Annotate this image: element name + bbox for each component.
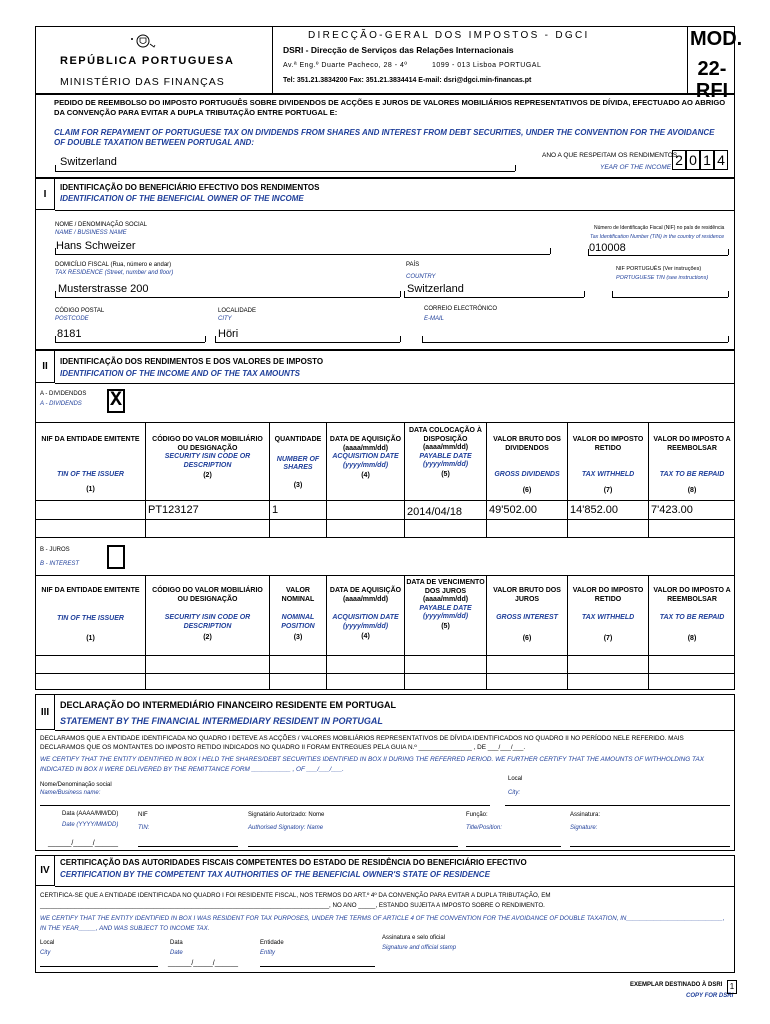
b-col-5-header: DATA DE VENCIMENTO DOS JUROS (aaaa/mm/dd) PAYABLE DATE (yyyy/mm/dd) (5) [406, 579, 485, 630]
s3-date-label-en: Date (YYYY/MM/DD) [62, 822, 119, 828]
b-col-7-header: VALOR DO IMPOSTO RETIDO TAX WITHHELD (7) [572, 587, 644, 642]
interest-checkbox[interactable] [107, 545, 125, 569]
beneficiary-name-field[interactable]: Hans Schweizer [56, 240, 136, 252]
s4-entity-label-pt: Entidade [260, 940, 284, 946]
republic-title: REPÚBLICA PORTUGUESA [60, 55, 235, 67]
country-field[interactable]: Switzerland [407, 283, 464, 295]
year-label-pt: ANO A QUE RESPEITAM OS RENDIMENTOS [542, 152, 678, 159]
a-col-2-header: CÓDIGO DO VALOR MOBILIÁRIO OU DESIGNAÇÃO SECURITY ISIN CODE OR DESCRIPTION (2) [152, 436, 263, 479]
s3-local-label-en: City: [508, 790, 520, 796]
b-col-2-header: CÓDIGO DO VALOR MOBILIÁRIO OU DESIGNAÇÃO SECURITY ISIN CODE OR DESCRIPTION (2) [152, 587, 263, 641]
form-model-number: MOD. 22-RFI [690, 28, 743, 102]
s4-date-label-en: Date [170, 950, 183, 956]
year-label-en: YEAR OF THE INCOME [600, 164, 672, 171]
s4-entity-label-en: Entity [260, 950, 276, 956]
section-1-title-pt: IDENTIFICAÇÃO DO BENEFICIÁRIO EFECTIVO DOS RENDIMENTOS [60, 183, 320, 192]
portuguese-tin-label-pt: NIF PORTUGUÊS (Ver instruções) [616, 266, 702, 272]
s3-function-label-pt: Função: [466, 812, 488, 818]
s3-signature-label-en: Signature: [570, 825, 598, 831]
interest-label-en: B - INTEREST [40, 561, 80, 567]
coat-of-arms-icon [127, 30, 159, 52]
interest-label-pt: B - JUROS [40, 547, 70, 553]
s3-name-label-en: Name/Business name: [40, 790, 101, 796]
postcode-label-en: POSTCODE [55, 316, 89, 322]
copy-number: 1 [727, 980, 737, 994]
a-row-1-repay[interactable]: 7'423.00 [651, 504, 693, 516]
s3-tin-label-en: TIN: [138, 825, 150, 831]
dividends-label-pt: A - DIVIDENDOS [40, 391, 87, 397]
dividends-check-mark: X [109, 389, 122, 412]
s3-local-label-pt: Local [508, 776, 523, 782]
s3-function-label-en: Title/Position: [466, 825, 502, 831]
section-4-title-pt: CERTIFICAÇÃO DAS AUTORIDADES FISCAIS COMPETENTES DO ESTADO DE RESIDÊNCIA DO BENEFICIÁRIO EFECTIVO [60, 858, 527, 867]
a-row-1-quantity[interactable]: 1 [272, 504, 279, 516]
postal-line: 1099 - 013 Lisboa PORTUGAL [432, 62, 542, 69]
name-label-pt: NOME / DENOMINAÇÃO SOCIAL [55, 222, 148, 228]
section-4-number: IV [35, 855, 55, 886]
address-line: Av.ª Eng.º Duarte Pacheco, 28 - 4º [283, 62, 408, 69]
s4-sign-label-en: Signature and official stamp [382, 945, 457, 951]
s4-date-field[interactable]: ______/_____/______ [168, 960, 239, 967]
s4-local-label-pt: Local [40, 940, 55, 946]
s4-sign-label-pt: Assinatura e selo oficial [382, 935, 446, 941]
section-2-title-pt: IDENTIFICAÇÃO DOS RENDIMENTOS E DOS VALORES DE IMPOSTO [60, 357, 324, 366]
year-digit-4[interactable]: 4 [714, 150, 728, 170]
section-3-title-pt: DECLARAÇÃO DO INTERMEDIÁRIO FINANCEIRO RESIDENTE EM PORTUGAL [60, 700, 397, 710]
ministry-title: MINISTÉRIO DAS FINANÇAS [60, 76, 225, 88]
address-label-en: TAX RESIDENCE (Street, number and floor) [55, 270, 174, 276]
a-col-6-header: VALOR BRUTO DOS DIVIDENDOS GROSS DIVIDENDS (6) [493, 436, 561, 494]
s3-name-label-pt: Nome/Denominação social [40, 782, 112, 788]
a-col-3-header: QUANTIDADE NUMBER OF SHARES (3) [274, 436, 322, 489]
a-row-1-gross[interactable]: 49'502.00 [489, 504, 537, 516]
address-label-pt: DOMICÍLIO FISCAL (Rua, número e andar) [55, 262, 172, 268]
city-field[interactable]: Höri [218, 328, 239, 340]
s3-date-field[interactable]: ______/_____/______ [48, 840, 119, 847]
tax-residence-address-field[interactable]: Musterstrasse 200 [58, 283, 149, 295]
section-4-statement-en: WE CERTIFY THAT THE ENTITY IDENTIFIED IN BOX I WAS RESIDENT FOR TAX PURPOSES, UNDER THE TERMS OF ARTICLE 4 OF THE CONVENTION FOR THE AVOIDANCE OF DOUBLE TAXATION, IN____________________________, IN THE YEAR_____, AND WAS SUBJECT TO INCOME TAX. [40, 915, 725, 932]
country-label-en: COUNTRY [406, 274, 436, 280]
intro-text-pt: PEDIDO DE REEMBOLSO DO IMPOSTO PORTUGUÊS SOBRE DIVIDENDOS DE ACÇÕES E JUROS DE VALORES MOBILIÁRIOS REPRESENTATIVOS DE DÍVIDA, EFECTUADO AO ABRIGO DA CONVENÇÃO PARA EVITAR A DUPLA TRIBUTAÇÃO ENTRE PORTUGAL E: [54, 98, 726, 117]
s3-tin-label-pt: NIF [138, 812, 148, 818]
intro-text-en: CLAIM FOR REPAYMENT OF PORTUGUESE TAX ON DIVIDENDS FROM SHARES AND INTEREST FROM DEBT SECURITIES, UNDER THE CONVENTION FOR THE AVOIDANCE OF DOUBLE TAXATION BETWEEN PORTUGAL AND: [54, 128, 715, 147]
tin-residence-label-pt: Número de Identificação Fiscal (NIF) no país de residência [594, 225, 725, 231]
section-1-number: I [35, 178, 55, 210]
section-1-title-en: IDENTIFICATION OF THE BENEFICIAL OWNER OF THE INCOME [60, 194, 304, 203]
email-label-en: E-MAIL [424, 316, 445, 322]
a-row-1-security[interactable]: PT123127 [148, 504, 199, 516]
section-3-number: III [35, 694, 55, 730]
b-col-3-header: VALOR NOMINAL NOMINAL POSITION (3) [281, 587, 315, 641]
name-label-en: NAME / BUSINESS NAME [55, 230, 127, 236]
s4-date-label-pt: Data [170, 940, 183, 946]
section-3-title-en: STATEMENT BY THE FINANCIAL INTERMEDIARY RESIDENT IN PORTUGAL [60, 716, 383, 726]
a-col-1-header: NIF DA ENTIDADE EMITENTE TIN OF THE ISSUER (1) [41, 436, 140, 493]
section-2-number: II [35, 350, 55, 383]
year-digit-3[interactable]: 1 [700, 150, 714, 170]
b-col-6-header: VALOR BRUTO DOS JUROS GROSS INTEREST (6) [493, 587, 561, 642]
s3-signatory-label-pt: Signatário Autorizado: Nome [248, 812, 325, 818]
copy-for-dsri-pt: EXEMPLAR DESTINADO À DSRI [630, 982, 723, 988]
section-3-statement-en: WE CERTIFY THAT THE ENTITY IDENTIFIED IN BOX I HELD THE SHARES/DEBT SECURITIES IDENTIFIED IN BOX II DURING THE REFERRED PERIOD. WE FURTHER CERTIFY THAT THE AMOUNTS OF WITHHOLDING TAX INDICATED IN BOX II WERE DELIVERED BY THE REMITTANCE FORM ___________ , OF ___/___/___. [40, 756, 704, 773]
s4-local-label-en: City [40, 950, 51, 956]
section-4-title-en: CERTIFICATION BY THE COMPETENT TAX AUTHORITIES OF THE BENEFICIAL OWNER'S STATE OF RESIDENCE [60, 870, 490, 879]
a-col-8-header: VALOR DO IMPOSTO A REEMBOLSAR TAX TO BE REPAID (8) [653, 436, 731, 494]
dividends-checkbox[interactable] [107, 389, 125, 413]
a-col-4-header: DATA DE AQUISIÇÃO (aaaa/mm/dd) ACQUISITION DATE (yyyy/mm/dd) (4) [329, 436, 402, 479]
year-digit-1[interactable]: 2 [672, 150, 686, 170]
postcode-field[interactable]: 8181 [57, 328, 82, 340]
s3-signature-label-pt: Assinatura: [570, 812, 601, 818]
section-4-statement-pt: CERTIFICA-SE QUE A ENTIDADE IDENTIFICADA NO QUADRO I FOI RESIDENTE FISCAL, NOS TERMOS DO ART.º 4º DA CONVENÇÃO PARA EVITAR A DUPLA TRIBUTAÇÃO, EM ____________________________________________________________________________________, NO ANO _____, ESTANDO SUJEITA A IMPOSTO SOBRE O RENDIMENTO. [40, 892, 551, 909]
b-col-1-header: NIF DA ENTIDADE EMITENTE TIN OF THE ISSUER (1) [41, 587, 140, 642]
city-label-pt: LOCALIDADE [218, 308, 257, 314]
tin-residence-label-en: Tax Identification Number (TIN) in the country of residence [590, 234, 725, 240]
section-2-title-en: IDENTIFICATION OF THE INCOME AND OF THE TAX AMOUNTS [60, 369, 300, 378]
treaty-country-field[interactable]: Switzerland [60, 156, 117, 168]
year-digit-2[interactable]: 0 [686, 150, 700, 170]
s3-date-label-pt: Data (AAAA/MM/DD) [62, 811, 119, 817]
city-label-en: CITY [218, 316, 232, 322]
section-3-statement-pt: DECLARAMOS QUE A ENTIDADE IDENTIFICADA NO QUADRO I DETEVE AS ACÇÕES / VALORES MOBILIÁRIOS REPRESENTATIVOS DE DÍVIDA IDENTIFICADOS NO QUADRO II NO PERÍODO NELE REFERIDO. MAIS DECLARAMOS QUE OS MONTANTES DO IMPOSTO RETIDO INDICADOS NO QUADRO II FORAM ENTREGUES PELA GUIA N.º _______________ , DE ___/___/___. [40, 735, 684, 751]
country-label-pt: PAÍS [406, 262, 420, 268]
dividends-label-en: A - DIVIDENDS [40, 401, 82, 407]
a-col-7-header: VALOR DO IMPOSTO RETIDO TAX WITHHELD (7) [572, 436, 644, 494]
a-row-1-payable-date[interactable]: 2014/04/18 [407, 506, 463, 518]
s3-signatory-label-en: Authorised Signatory: Name [248, 825, 324, 831]
b-col-8-header: VALOR DO IMPOSTO A REEMBOLSAR TAX TO BE REPAID (8) [653, 587, 731, 642]
a-row-1-withheld[interactable]: 14'852.00 [570, 504, 618, 516]
contacts-line: Tel: 351.21.3834200 Fax: 351.21.3834414 E-mail: dsri@dgci.min-financas.pt [283, 77, 532, 84]
postcode-label-pt: CÓDIGO POSTAL [55, 308, 105, 314]
directorate-title: DIRECÇÃO-GERAL DOS IMPOSTOS - DGCI [308, 30, 590, 41]
copy-for-dsri-en: COPY FOR DSRI [686, 993, 734, 999]
service-title: DSRI - Direcção de Serviços das Relações Internacionais [283, 45, 514, 55]
email-label-pt: CORREIO ELECTRÓNICO [424, 306, 498, 312]
portuguese-tin-label-en: PORTUGUESE TIN (see instructions) [616, 275, 709, 281]
b-col-4-header: DATA DE AQUISIÇÃO (aaaa/mm/dd) ACQUISITION DATE (yyyy/mm/dd) (4) [329, 587, 402, 640]
tin-residence-field[interactable]: 010008 [589, 242, 626, 254]
a-col-5-header: DATA COLOCAÇÃO À DISPOSIÇÃO (aaaa/mm/dd) PAYABLE DATE (yyyy/mm/dd) (5) [409, 427, 482, 478]
